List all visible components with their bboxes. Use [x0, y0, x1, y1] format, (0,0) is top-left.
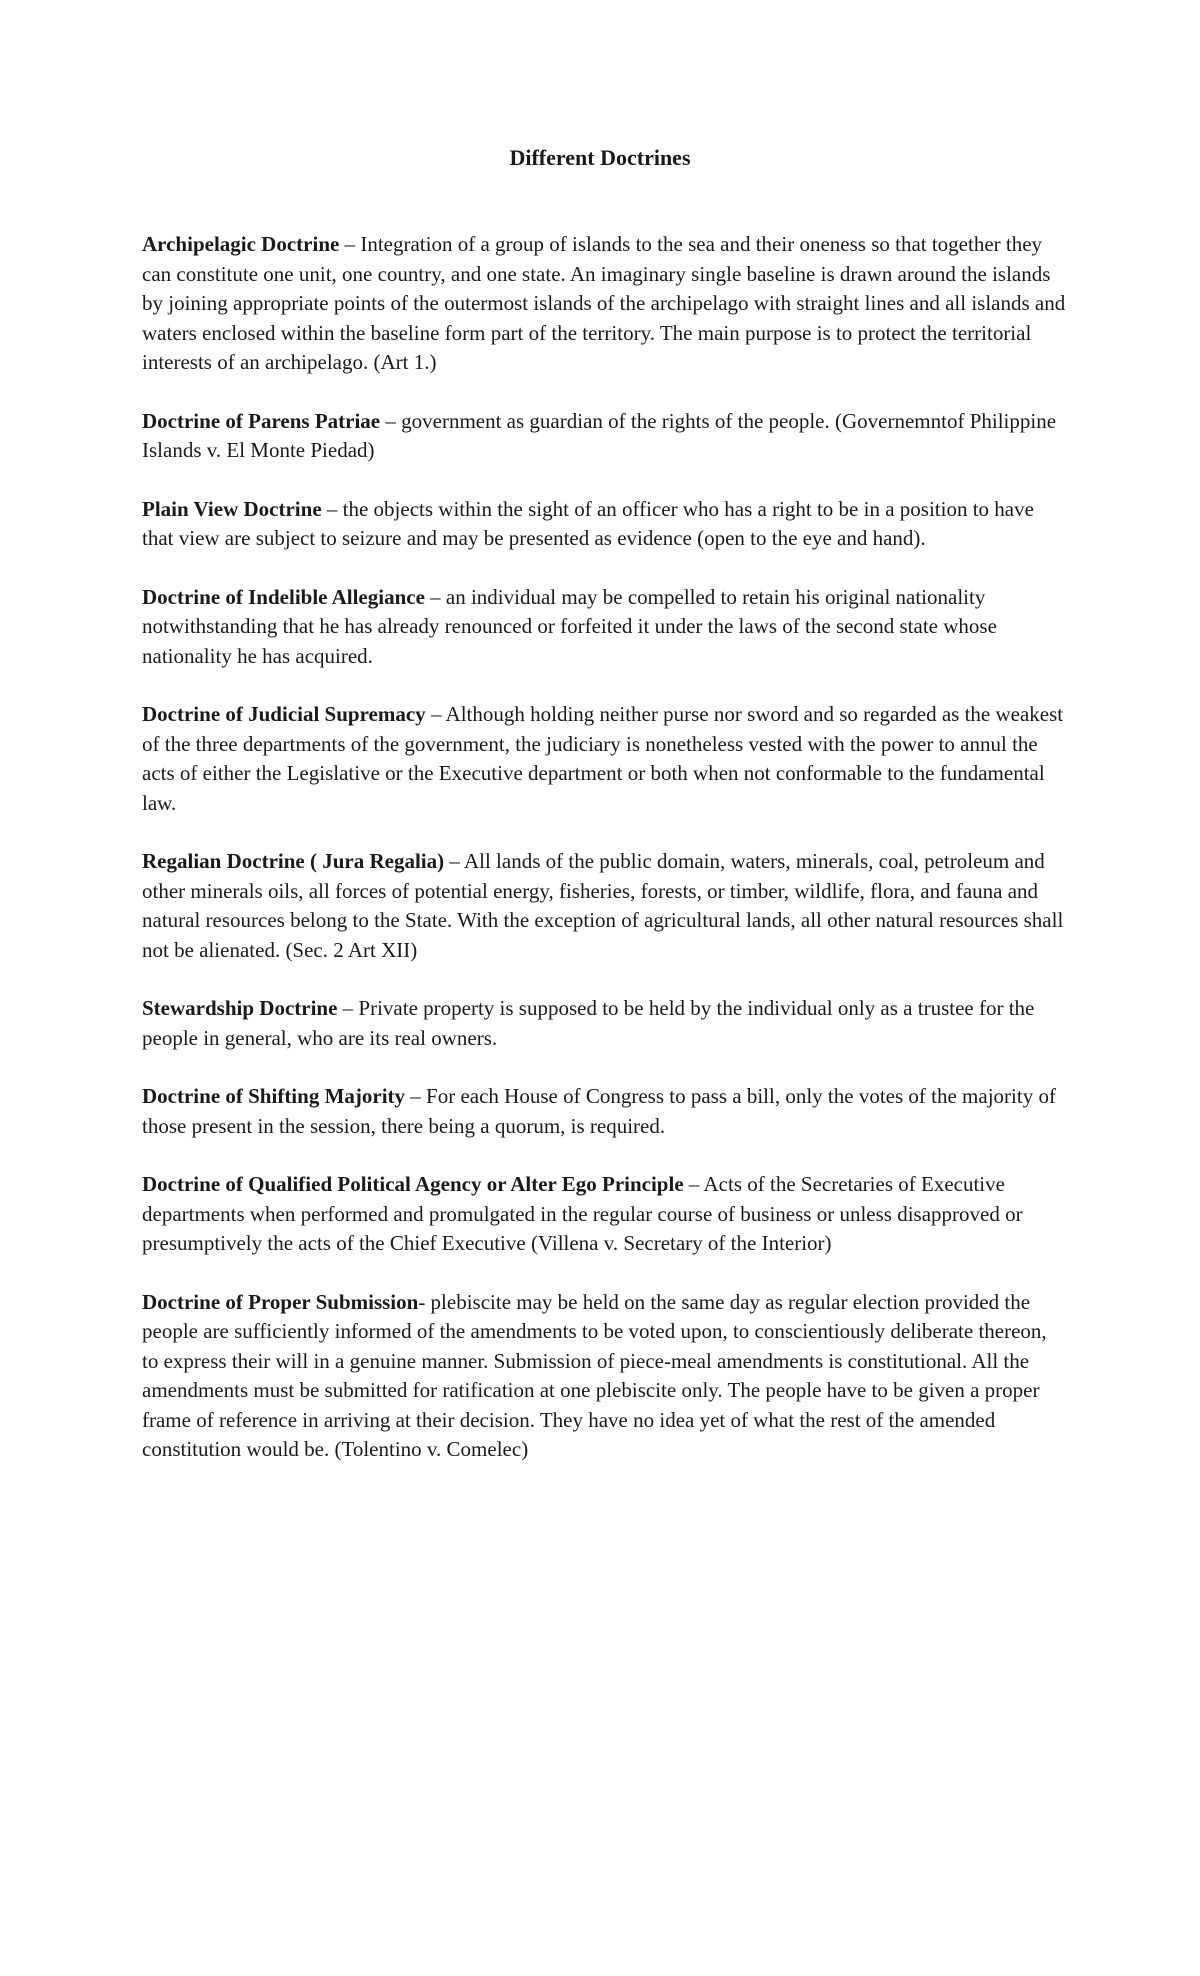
doctrine-term: Doctrine of Indelible Allegiance — [142, 584, 425, 609]
page-title: Different Doctrines — [509, 145, 691, 170]
doctrine-entry-shifting-majority — [142, 1082, 1067, 1141]
doctrine-entry-proper-submission — [142, 1288, 1067, 1465]
doctrine-entry-regalian — [142, 847, 1067, 965]
doctrine-definition: – the objects within the sight of an officer who has a right to be in a position to have that view are subject to seizure and may be presented as evidence (open to the eye and hand). — [142, 496, 1034, 550]
doctrine-definition: - plebiscite may be held on the same day as regular election provided the people are sufficiently informed of the amendments to be voted upon, to conscientiously deliberate thereon, to express their will in a genuine manner. Submission of piece-meal amendments is constitutional. All the amendments must be submitted for ratification at one plebiscite only. The people have to be given a proper frame of reference in arriving at their decision. They have no idea yet of what the rest of the amended constitution would be. (Tolentino v. Comelec) — [142, 1289, 1047, 1461]
doctrine-term: Doctrine of Judicial Supremacy — [142, 702, 426, 726]
doctrine-list — [142, 230, 1067, 1494]
doctrine-entry-indelible-allegiance — [142, 583, 1067, 672]
doctrine-entry-qualified-political-agency — [142, 1170, 1067, 1259]
doctrine-entry-stewardship — [142, 994, 1067, 1053]
doctrine-term: Regalian Doctrine ( Jura Regalia) — [142, 849, 445, 873]
doctrine-definition: – an individual may be compelled to retain his original nationality notwithstanding that he has already renounced or forfeited it under the laws of the second state whose nationality he has acquired. — [142, 584, 997, 668]
doctrine-definition: – Integration of a group of islands to the sea and their oneness so that together they can constitute one unit, one country, and one state. An imaginary single baseline is drawn around the islands by joining appropriate points of the outermost islands of the archipelago with straight lines and all islands and waters enclosed within the baseline form part of the territory. The main purpose is to protect the territorial interests of an archipelago. (Art 1.) — [142, 232, 1066, 374]
doctrine-definition: – government as guardian of the rights of the people. (Governemntof Philippine Islands v. El Monte Piedad) — [142, 408, 1057, 462]
doctrine-entry-judicial-supremacy — [142, 700, 1067, 818]
doctrine-term: Doctrine of Qualified Political Agency or Alter Ego Principle — [142, 1172, 684, 1196]
doctrine-entry-parens-patriae — [142, 407, 1067, 466]
doctrine-term: Stewardship Doctrine — [142, 996, 338, 1020]
doctrine-term: Plain View Doctrine — [142, 496, 322, 521]
doctrine-term: Doctrine of Proper Submission — [142, 1289, 419, 1314]
doctrine-term: Archipelagic Doctrine — [142, 232, 340, 256]
doctrine-definition: – Acts of the Secretaries of Executive departments when performed and promulgated in the regular course of business or unless disapproved or presumptively the acts of the Chief Executive (Villena v. Secretary of the Interior) — [142, 1172, 1023, 1255]
doctrine-entry-plain-view — [142, 495, 1067, 554]
doctrine-entry-archipelagic — [142, 230, 1067, 378]
doctrine-definition: – Private property is supposed to be held by the individual only as a trustee for the people in general, who are its real owners. — [142, 996, 1035, 1050]
doctrine-term: Doctrine of Shifting Majority — [142, 1084, 406, 1108]
doctrine-definition: – Although holding neither purse nor sword and so regarded as the weakest of the three departments of the government, the judiciary is nonetheless vested with the power to annul the acts of either the Legislative or the Executive department or both when not conformable to the fundamental law. — [142, 702, 1064, 815]
doctrine-term: Doctrine of Parens Patriae — [142, 408, 381, 433]
doctrine-definition: – For each House of Congress to pass a bill, only the votes of the majority of those present in the session, there being a quorum, is required. — [142, 1084, 1056, 1138]
doctrine-definition: – All lands of the public domain, waters, minerals, coal, petroleum and other minerals oils, all forces of potential energy, fisheries, forests, or timber, wildlife, flora, and fauna and natural resources belong to the State. With the exception of agricultural lands, all other natural resources shall not be alienated. (Sec. 2 Art XII) — [142, 849, 1064, 962]
